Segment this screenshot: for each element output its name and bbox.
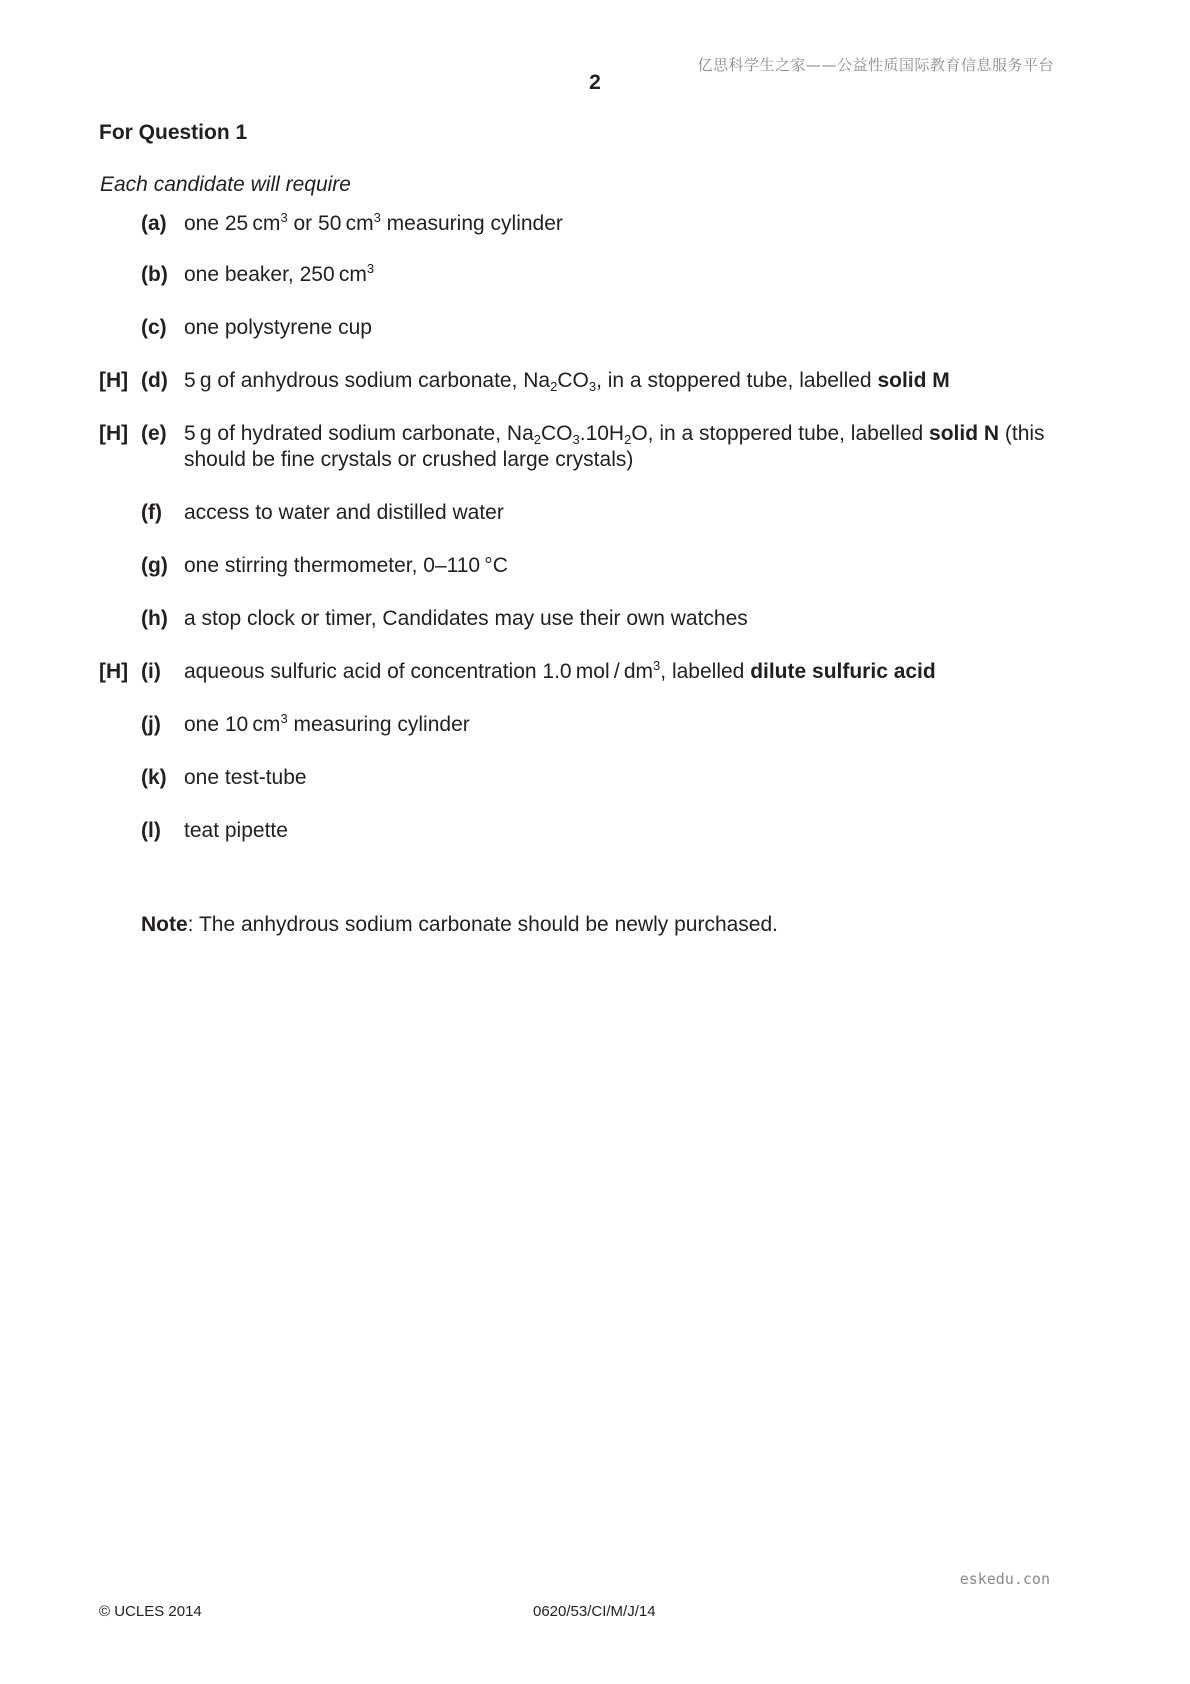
item-text: 5 g of anhydrous sodium carbonate, $Na_2CO_3$, in a stoppered tube, labelled solid M bbox=[184, 369, 950, 394]
page-number: 2 bbox=[589, 71, 601, 94]
item-letter: (f) bbox=[141, 501, 162, 524]
section-title: For Question 1 bbox=[99, 121, 248, 144]
watermark-bottom: eskedu.con bbox=[959, 1570, 1050, 1588]
item-letter: (k) bbox=[141, 766, 167, 789]
footer-copyright: © UCLES 2014 bbox=[99, 1603, 202, 1620]
item-letter: (i) bbox=[141, 660, 161, 683]
item-text: a stop clock or timer, Candidates may use their own watches bbox=[184, 607, 748, 630]
item-letter: (l) bbox=[141, 819, 161, 842]
item-letter: (g) bbox=[141, 554, 168, 577]
item-letter: (j) bbox=[141, 713, 161, 736]
watermark-top: 亿思科学生之家——公益性质国际教育信息服务平台 bbox=[697, 56, 1054, 74]
item-text: one test-tube bbox=[184, 766, 307, 789]
note-label: Note bbox=[141, 913, 188, 936]
item-text: one 10 $cm^3$ measuring cylinder bbox=[184, 711, 470, 736]
item-text: access to water and distilled water bbox=[184, 501, 504, 524]
note-text: : The anhydrous sodium carbonate should be newly purchased. bbox=[187, 913, 778, 936]
intro-text: Each candidate will require bbox=[100, 173, 351, 196]
item-letter: (a) bbox=[141, 212, 167, 235]
higher-tier-flag: [H] bbox=[99, 660, 129, 683]
higher-tier-flag: [H] bbox=[99, 369, 129, 392]
item-text: one 25 $cm^3$ or 50 $cm^3$ measuring cylinder bbox=[184, 210, 563, 235]
item-letter: (b) bbox=[141, 263, 168, 286]
item-letter: (h) bbox=[141, 607, 168, 630]
item-text: one stirring thermometer, 0–110 °C bbox=[184, 554, 508, 577]
item-text: teat pipette bbox=[184, 819, 288, 842]
item-letter: (c) bbox=[141, 316, 167, 339]
item-text: 5 g of hydrated sodium carbonate, $Na_2CO_3.10H_2O$, in a stoppered tube, labelled solid N (this should be fine crystals or crushed large crystals) bbox=[184, 422, 1045, 471]
higher-tier-flag: [H] bbox=[99, 422, 129, 445]
footer-paper-code: 0620/53/CI/M/J/14 bbox=[533, 1603, 656, 1620]
item-letter: (d) bbox=[141, 369, 168, 392]
note bbox=[141, 913, 778, 937]
item-text: one beaker, 250 $cm^3$ bbox=[184, 261, 375, 286]
item-letter: (e) bbox=[141, 422, 167, 445]
item-text: aqueous sulfuric acid of concentration 1.0 mol / $dm^3$, labelled dilute sulfuric acid bbox=[184, 658, 936, 683]
item-text: one polystyrene cup bbox=[184, 316, 372, 339]
